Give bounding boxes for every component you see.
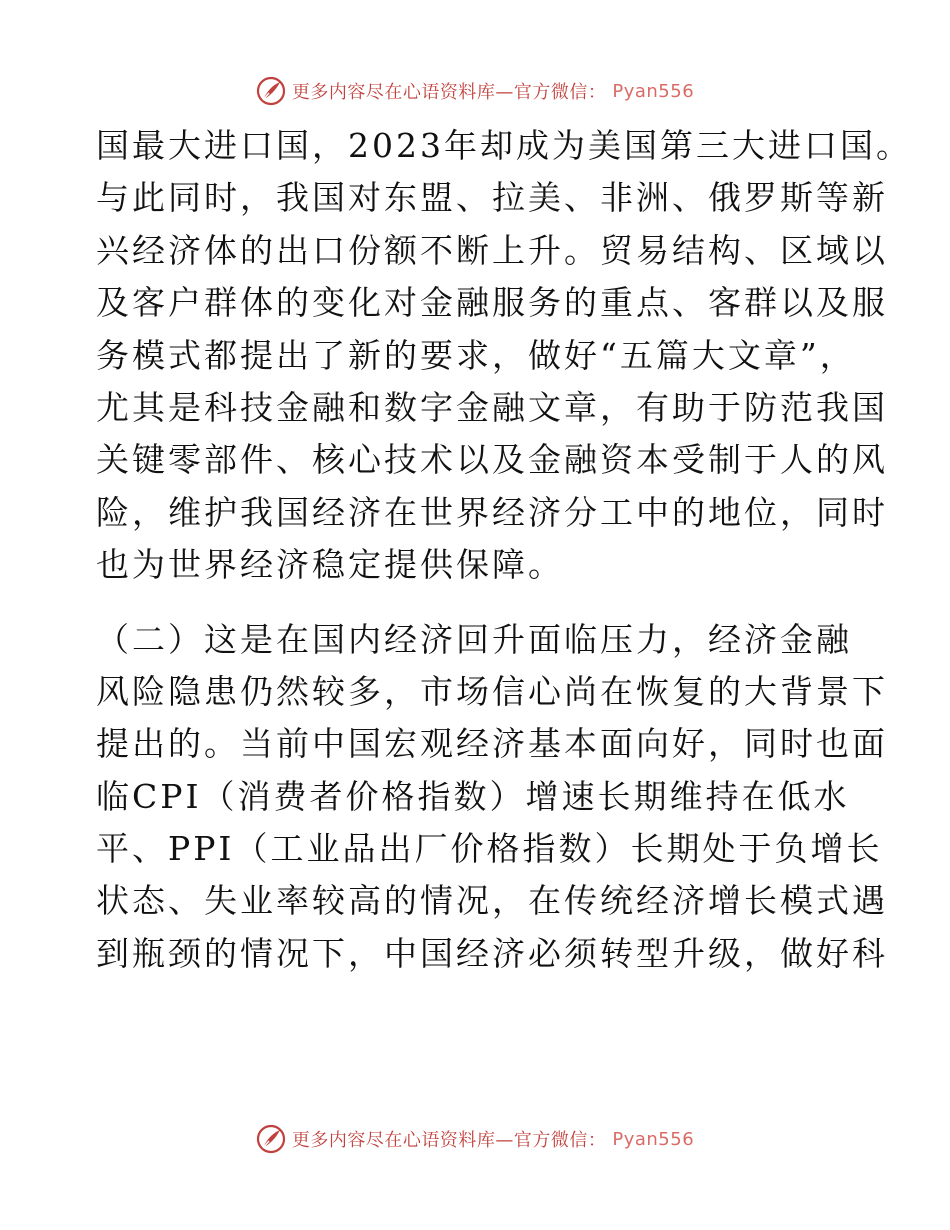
text-line: 临CPI（消费者价格指数）增速长期维持在低水	[96, 776, 850, 816]
watermark-wechat-id: Pyan556	[612, 1128, 695, 1150]
text-line: （二）这是在国内经济回升面临压力，经济金融	[96, 619, 852, 659]
text-line: 平、PPI（工业品出厂价格指数）长期处于负增长	[96, 829, 883, 869]
footer-watermark	[0, 1122, 950, 1156]
text-line: 与此同时，我国对东盟、拉美、非洲、俄罗斯等新	[96, 178, 888, 218]
text-line: 务模式都提出了新的要求，做好“五篇大文章”，	[96, 335, 856, 375]
text-line: 风险隐患仍然较多，市场信心尚在恢复的大背景下	[96, 671, 888, 711]
text-line: 关键零部件、核心技术以及金融资本受制于人的风	[96, 440, 888, 480]
text-line: 兴经济体的出口份额不断上升。贸易结构、区域以	[96, 230, 888, 270]
quill-feather-logo-icon	[256, 76, 286, 106]
header-watermark	[0, 74, 950, 108]
watermark-text: 更多内容尽在心语资料库—官方微信：	[291, 82, 607, 103]
text-line: 提出的。当前中国宏观经济基本面向好，同时也面	[96, 724, 888, 764]
quill-feather-logo-icon	[256, 1124, 286, 1154]
watermark-wechat-id: Pyan556	[612, 80, 695, 102]
text-line: 国最大进口国，2023年却成为美国第三大进口国。	[96, 126, 912, 165]
paragraph-2	[96, 614, 888, 981]
text-line: 及客户群体的变化对金融服务的重点、客群以及服	[96, 283, 888, 323]
paragraph-spacer	[96, 592, 848, 614]
paragraph-1	[96, 120, 912, 592]
text-line: 尤其是科技金融和数字金融文章，有助于防范我国	[96, 387, 888, 427]
document-body	[96, 120, 912, 980]
watermark-text: 更多内容尽在心语资料库—官方微信：	[291, 1130, 607, 1151]
text-line: 到瓶颈的情况下，中国经济必须转型升级，做好科	[96, 933, 888, 973]
text-line: 状态、失业率较高的情况，在传统经济增长模式遇	[96, 881, 888, 921]
text-line: 险，维护我国经济在世界经济分工中的地位，同时	[96, 492, 888, 532]
text-line: 也为世界经济稳定提供保障。	[96, 545, 564, 585]
